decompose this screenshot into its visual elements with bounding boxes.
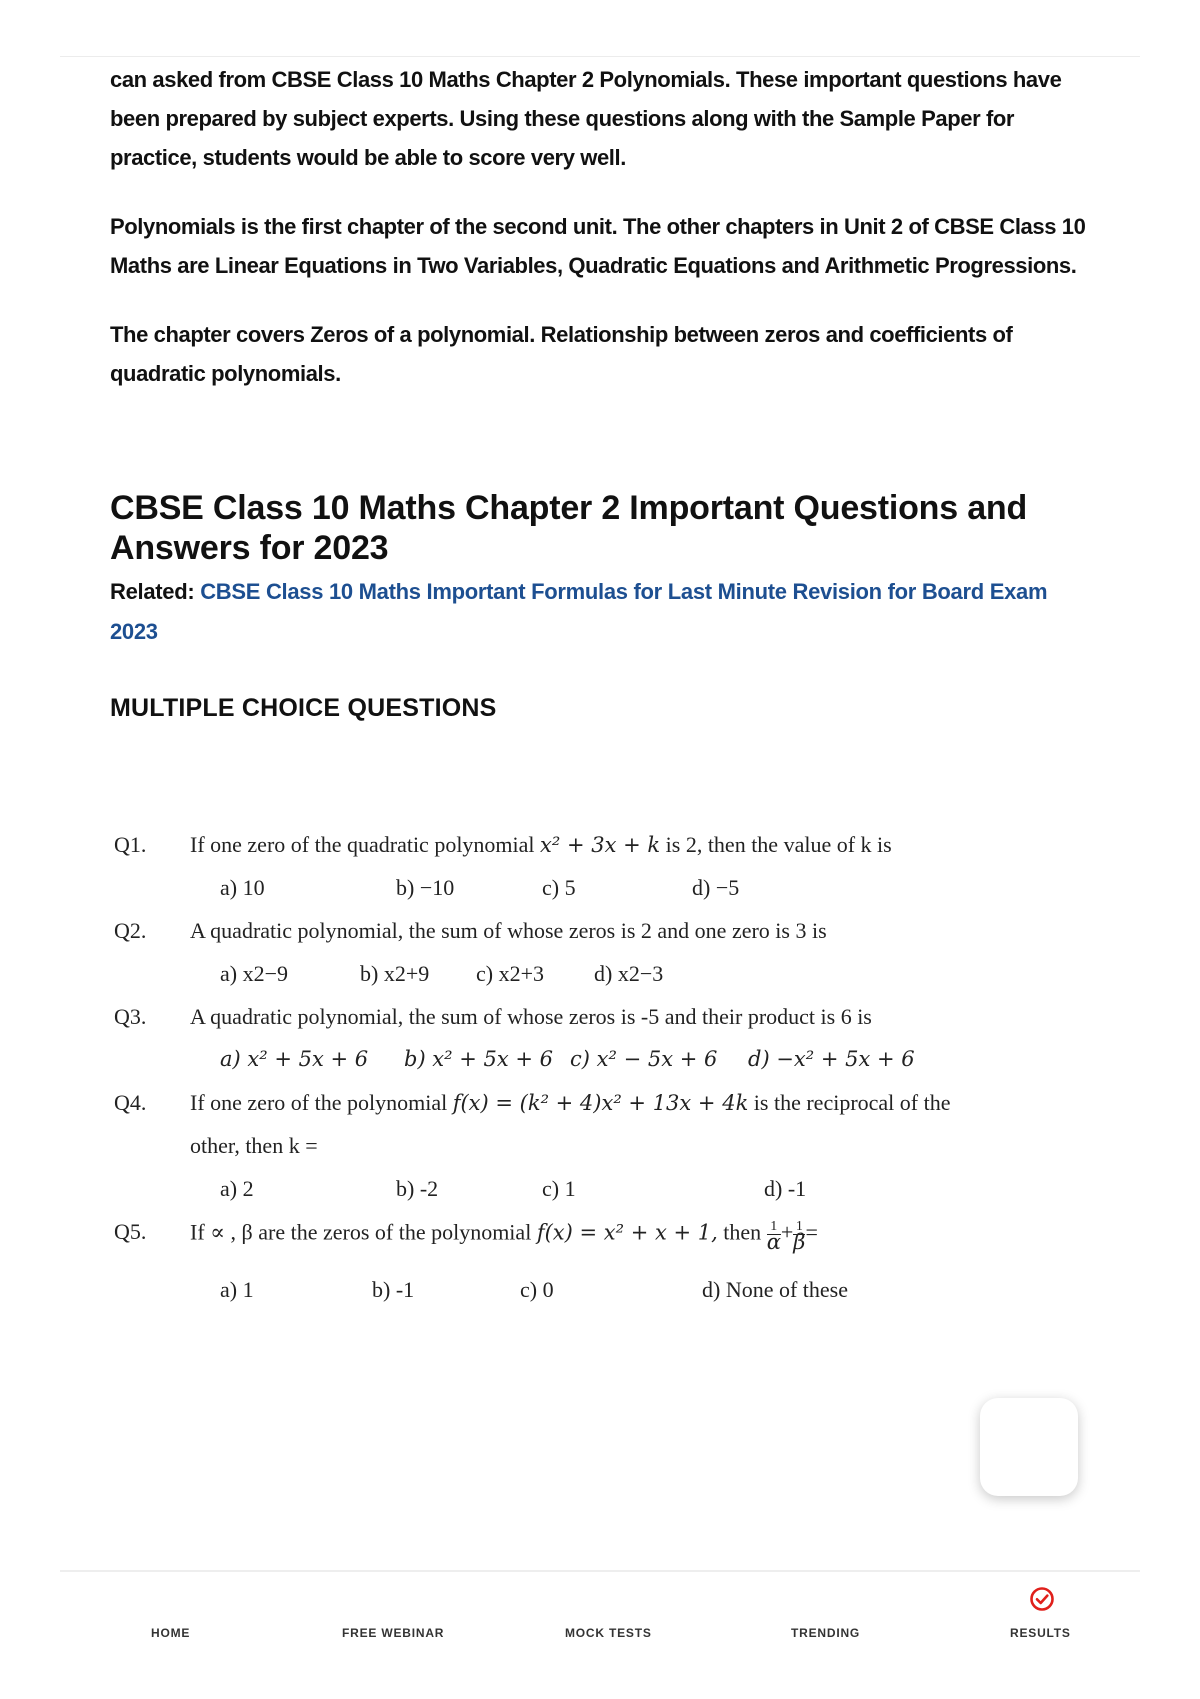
question-number: Q3.: [114, 1004, 147, 1029]
related-label: Related:: [110, 579, 195, 604]
question-row: [114, 918, 1074, 961]
math-expression: x² + 3x + k: [540, 833, 661, 857]
option-a: a) 10: [220, 875, 265, 900]
question-text: A quadratic polynomial, the sum of whose zeros is 2 and one zero is 3 is: [190, 918, 827, 943]
article-heading: CBSE Class 10 Maths Chapter 2 Important Questions and Answers for 2023: [110, 489, 1028, 567]
question-number: Q5.: [114, 1219, 147, 1244]
question-number: Q1.: [114, 832, 147, 857]
nav-results[interactable]: RESULTS: [1010, 1626, 1071, 1640]
question-row: [114, 1004, 1074, 1047]
intro-paragraph-2: Polynomials is the first chapter of the second unit. The other chapters in Unit 2 of CBSE Class 10 Maths are Linear Equations in Two Variables, Quadratic Equations and Arithmetic Progressions.: [110, 214, 1086, 278]
nav-mock-tests[interactable]: MOCK TESTS: [565, 1626, 652, 1640]
related-line: [110, 572, 1100, 652]
options-row: [114, 1176, 1074, 1219]
floating-action-button[interactable]: [980, 1398, 1078, 1496]
check-circle-icon[interactable]: [1029, 1586, 1055, 1612]
top-divider: [60, 56, 1140, 57]
question-text: If ∝ , β are the zeros of the polynomial f(x) = x² + x + 1, then $\frac{1}{\alpha}$ + $\frac{1}{\beta}$ =: [190, 1219, 818, 1254]
option-c: c) 1: [542, 1176, 576, 1201]
article-body: [110, 60, 1100, 723]
bottom-navigation: [60, 1570, 1140, 1699]
option-b: b) x² + 5x + 6: [404, 1047, 554, 1071]
option-c: c) 5: [542, 875, 576, 900]
fraction: $\frac{1}{\alpha}$: [766, 1219, 781, 1254]
option-b: b) x2+9: [360, 961, 430, 986]
option-b: b) -1: [372, 1277, 415, 1302]
option-c: c) x² − 5x + 6: [570, 1047, 718, 1071]
option-c: c) 0: [520, 1277, 554, 1302]
options-row: [114, 1047, 1074, 1090]
option-c: c) x2+3: [476, 961, 544, 986]
option-b: b) −10: [396, 875, 455, 900]
option-b: b) -2: [396, 1176, 439, 1201]
option-a: a) 2: [220, 1176, 254, 1201]
question-text: If one zero of the polynomial f(x) = (k² + 4)x² + 13x + 4k is the reciprocal of the: [190, 1090, 951, 1115]
question-text: A quadratic polynomial, the sum of whose zeros is -5 and their product is 6 is: [190, 1004, 872, 1029]
related-link[interactable]: CBSE Class 10 Maths Important Formulas for Last Minute Revision for Board Exam 2023: [110, 579, 1048, 644]
question-number: Q2.: [114, 918, 147, 943]
section-subheading: MULTIPLE CHOICE QUESTIONS: [110, 694, 497, 722]
option-d: d) x2−3: [594, 961, 664, 986]
nav-home[interactable]: HOME: [151, 1626, 191, 1640]
option-d: d) -1: [764, 1176, 807, 1201]
option-d: d) −5: [692, 875, 740, 900]
nav-trending[interactable]: TRENDING: [791, 1626, 861, 1640]
option-d: d) None of these: [702, 1277, 849, 1302]
question-text: If one zero of the quadratic polynomial x² + 3x + k is 2, then the value of k is: [190, 832, 892, 857]
fraction: $\frac{1}{\beta}$: [793, 1219, 806, 1254]
question-row: [114, 1090, 1074, 1133]
question-number: Q4.: [114, 1090, 147, 1115]
math-expression: f(x) = (k² + 4)x² + 13x + 4k: [452, 1091, 749, 1115]
intro-paragraph-3: The chapter covers Zeros of a polynomial. Relationship between zeros and coefficients of quadratic polynomials.: [110, 322, 1013, 386]
question-row: [114, 832, 1074, 875]
math-expression: f(x) = x² + x + 1,: [536, 1220, 718, 1245]
nav-free-webinar[interactable]: FREE WEBINAR: [342, 1626, 445, 1640]
option-d: d) −x² + 5x + 6: [748, 1047, 915, 1071]
intro-paragraph-1: can asked from CBSE Class 10 Maths Chapter 2 Polynomials. These important questions have been prepared by subject experts. Using these questions along with the Sample Paper for practice, students would be able to score very well.: [110, 67, 1062, 170]
question-continuation: other, then k =: [190, 1133, 318, 1158]
option-a: a) x2−9: [220, 961, 288, 986]
options-row: [114, 1277, 1074, 1320]
option-a: a) 1: [220, 1277, 254, 1302]
questions-image: [114, 832, 1074, 1320]
options-row: [114, 875, 1074, 918]
options-row: [114, 961, 1074, 1004]
option-a: a) x² + 5x + 6: [220, 1047, 369, 1071]
question-row: [114, 1219, 1074, 1277]
